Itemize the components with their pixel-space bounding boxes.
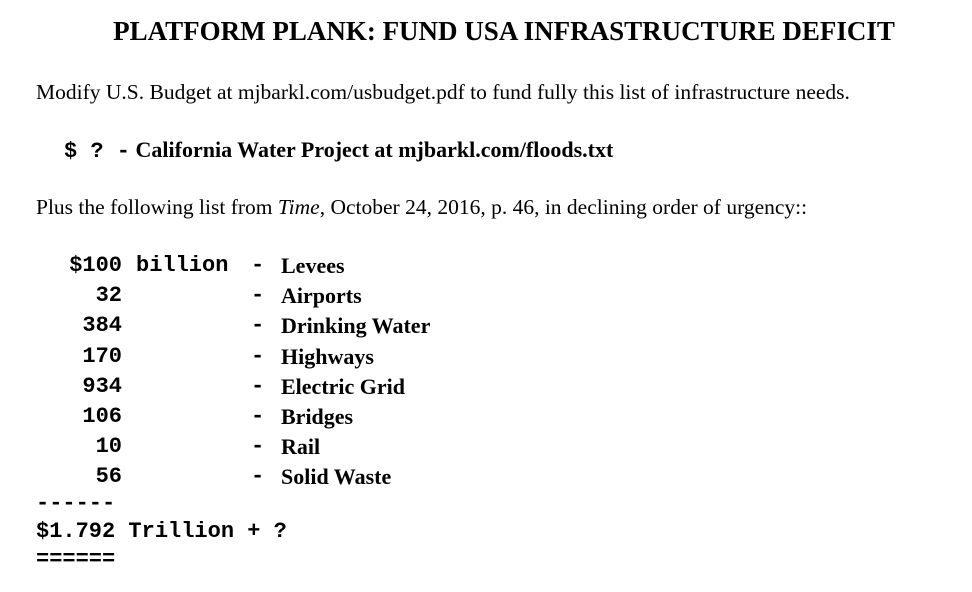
item-unit: billion	[136, 253, 229, 278]
source-before: Plus the following list from	[36, 195, 278, 219]
item-label: Electric Grid	[281, 373, 406, 399]
item-dash: -	[251, 343, 265, 369]
double-rule: ======	[36, 547, 116, 572]
item-dash: -	[251, 434, 265, 460]
page-title: PLATFORM PLANK: FUND USA INFRASTRUCTURE DEFICIT	[113, 16, 895, 46]
source-publication: Time	[277, 195, 320, 219]
item-amount: 56	[95, 464, 122, 490]
item-label: Drinking Water	[281, 313, 431, 339]
single-rule: ------	[36, 491, 116, 516]
california-water-line	[64, 137, 613, 164]
source-paragraph	[36, 195, 807, 220]
total-line: $1.792 Trillion + ?	[36, 519, 287, 544]
california-text: California Water Project at mjbarkl.com/floods.txt	[135, 137, 614, 162]
item-label: Airports	[281, 283, 362, 309]
item-amount: 170	[82, 343, 122, 369]
item-label: Levees	[281, 253, 345, 278]
item-amount: 32	[95, 283, 122, 309]
item-label: Rail	[281, 434, 321, 460]
item-dash: -	[251, 313, 265, 339]
item-dash: -	[251, 464, 265, 490]
item-dash: -	[251, 373, 265, 399]
california-prefix: $ ? -	[64, 139, 131, 164]
item-label: Solid Waste	[281, 464, 392, 490]
source-after: , October 24, 2016, p. 46, in declining order of urgency::	[319, 195, 808, 219]
item-amount: 106	[82, 403, 122, 429]
item-label: Highways	[281, 343, 374, 369]
item-amount: 384	[82, 313, 122, 339]
item-dash: -	[251, 403, 265, 429]
item-label: Bridges	[281, 403, 354, 429]
item-amount: 10	[95, 434, 122, 460]
item-dash: -	[251, 253, 265, 278]
item-dash: -	[251, 283, 265, 309]
item-amount: $100	[69, 253, 122, 278]
item-amount: 934	[82, 373, 122, 399]
intro-paragraph: Modify U.S. Budget at mjbarkl.com/usbudget.pdf to fund fully this list of infrastructure needs.	[36, 80, 850, 104]
